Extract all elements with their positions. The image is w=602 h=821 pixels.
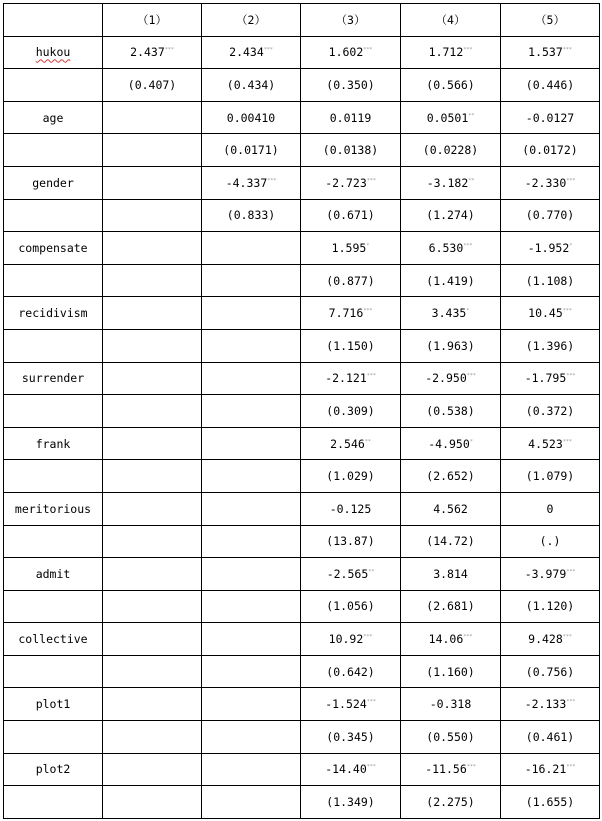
coefficient-cell	[401, 166, 501, 199]
variable-name-cell	[4, 232, 103, 265]
empty-label-cell	[4, 525, 103, 558]
coefficient-cell	[103, 101, 202, 134]
standard-error-cell: (0.538)	[401, 395, 501, 428]
significance-stars: ***	[566, 568, 576, 575]
coefficient-cell	[501, 753, 600, 786]
coefficient-value: 2.437	[130, 45, 165, 60]
standard-error-cell: (0.446)	[501, 69, 600, 102]
variable-name: recidivism	[18, 306, 88, 321]
standard-error-cell	[202, 655, 301, 688]
coefficient-cell	[501, 427, 600, 460]
standard-error-row	[4, 134, 600, 167]
significance-stars: ***	[566, 764, 576, 771]
variable-name: plot1	[35, 697, 71, 712]
variable-name-cell	[4, 623, 103, 656]
coefficient-cell	[301, 623, 401, 656]
standard-error-cell: (13.87)	[301, 525, 401, 558]
standard-error-row	[4, 525, 600, 558]
coefficient-value: 2.546	[330, 436, 365, 451]
standard-error-row	[4, 264, 600, 297]
standard-error-cell: (0.833)	[202, 199, 301, 232]
standard-error-row	[4, 786, 600, 819]
standard-error-cell: (2.275)	[401, 786, 501, 819]
significance-stars: *	[569, 242, 573, 249]
coefficient-cell	[202, 558, 301, 591]
coefficient-cell	[103, 753, 202, 786]
significance-stars: ***	[466, 373, 476, 380]
standard-error-cell: (1.029)	[301, 460, 401, 493]
coefficient-cell	[401, 232, 501, 265]
coefficient-cell	[103, 623, 202, 656]
standard-error-cell	[202, 525, 301, 558]
coefficient-value: -2.950	[425, 371, 467, 386]
standard-error-cell: (.)	[501, 525, 600, 558]
coefficient-value: -11.56	[425, 762, 467, 777]
coefficient-row	[4, 688, 600, 721]
coefficient-value: -4.950	[428, 436, 470, 451]
standard-error-cell: (0.756)	[501, 655, 600, 688]
significance-stars: ***	[566, 373, 576, 380]
coefficient-row	[4, 492, 600, 525]
significance-stars: ***	[566, 177, 576, 184]
standard-error-cell: (2.652)	[401, 460, 501, 493]
standard-error-cell: (0.0138)	[301, 134, 401, 167]
coefficient-cell	[202, 688, 301, 721]
coefficient-value: -0.0127	[525, 110, 575, 125]
standard-error-cell: (1.655)	[501, 786, 600, 819]
significance-stars: *	[466, 308, 470, 315]
significance-stars: ***	[562, 634, 572, 641]
standard-error-row	[4, 460, 600, 493]
standard-error-row	[4, 395, 600, 428]
coefficient-row	[4, 232, 600, 265]
standard-error-cell: (0.461)	[501, 721, 600, 754]
variable-name: surrender	[21, 371, 85, 386]
coefficient-value: 0.0501	[426, 110, 469, 125]
standard-error-cell: (14.72)	[401, 525, 501, 558]
coefficient-cell	[301, 492, 401, 525]
coefficient-row	[4, 558, 600, 591]
coefficient-value: -3.979	[524, 566, 567, 581]
coefficient-value: 4.523	[528, 436, 563, 451]
coefficient-cell	[103, 362, 202, 395]
coefficient-value: -4.337	[225, 175, 268, 190]
significance-stars: ***	[363, 634, 373, 641]
coefficient-value: -16.21	[524, 762, 567, 777]
variable-name-cell	[4, 36, 103, 69]
coefficient-value: 3.435	[431, 306, 467, 321]
standard-error-cell	[103, 786, 202, 819]
variable-name-cell	[4, 166, 103, 199]
significance-stars: ***	[363, 308, 373, 315]
coefficient-row	[4, 362, 600, 395]
coefficient-cell	[401, 101, 501, 134]
coefficient-value: 10.92	[328, 632, 364, 647]
standard-error-cell: (0.642)	[301, 655, 401, 688]
coefficient-cell	[301, 427, 401, 460]
coefficient-cell	[301, 297, 401, 330]
significance-stars: ***	[366, 699, 376, 706]
empty-label-cell	[4, 199, 103, 232]
standard-error-cell: (1.150)	[301, 329, 401, 362]
coefficient-cell	[103, 558, 202, 591]
coefficient-cell	[401, 753, 501, 786]
standard-error-cell: (0.877)	[301, 264, 401, 297]
coefficient-cell	[202, 623, 301, 656]
significance-stars: ***	[562, 438, 572, 445]
variable-name-cell	[4, 101, 103, 134]
coefficient-cell	[301, 232, 401, 265]
header-corner-cell	[4, 4, 103, 37]
coefficient-value: 10.45	[528, 306, 563, 321]
significance-stars: ***	[366, 764, 376, 771]
coefficient-value: -1.952	[527, 240, 570, 255]
coefficient-cell	[301, 101, 401, 134]
standard-error-cell	[202, 460, 301, 493]
coefficient-cell	[301, 753, 401, 786]
significance-stars: **	[364, 438, 371, 445]
coefficient-cell	[501, 492, 600, 525]
coefficient-cell	[401, 623, 501, 656]
empty-label-cell	[4, 264, 103, 297]
standard-error-cell	[103, 395, 202, 428]
standard-error-cell: (0.350)	[301, 69, 401, 102]
variable-name: gender	[32, 175, 74, 190]
coefficient-value: -2.330	[524, 175, 567, 190]
variable-name: collective	[18, 632, 88, 647]
coefficient-row	[4, 623, 600, 656]
empty-label-cell	[4, 590, 103, 623]
coefficient-value: -0.125	[329, 501, 372, 516]
coefficient-value: -14.40	[325, 762, 367, 777]
coefficient-cell	[103, 232, 202, 265]
standard-error-cell: (1.419)	[401, 264, 501, 297]
coefficient-value: -2.133	[524, 697, 567, 712]
standard-error-cell	[103, 525, 202, 558]
variable-name-cell	[4, 753, 103, 786]
empty-label-cell	[4, 134, 103, 167]
standard-error-cell	[103, 329, 202, 362]
coefficient-row	[4, 753, 600, 786]
variable-name: frank	[35, 436, 71, 451]
coefficient-row	[4, 166, 600, 199]
coefficient-value: 2.434	[229, 45, 264, 60]
variable-name: admit	[35, 566, 71, 581]
coefficient-value: 4.562	[433, 501, 468, 516]
variable-name-cell	[4, 688, 103, 721]
standard-error-cell	[202, 721, 301, 754]
significance-stars: *	[366, 242, 370, 249]
standard-error-row	[4, 329, 600, 362]
coefficient-value: 0.0119	[329, 110, 372, 125]
coefficient-cell	[501, 36, 600, 69]
standard-error-cell: (1.108)	[501, 264, 600, 297]
variable-name: plot2	[35, 762, 71, 777]
column-header-2: （2）	[202, 4, 301, 37]
coefficient-value: 1.595	[331, 240, 367, 255]
standard-error-cell: (0.770)	[501, 199, 600, 232]
standard-error-cell: (0.345)	[301, 721, 401, 754]
coefficient-cell	[301, 688, 401, 721]
coefficient-cell	[103, 166, 202, 199]
significance-stars: ***	[267, 177, 277, 184]
coefficient-cell	[103, 36, 202, 69]
column-header-1: （1）	[103, 4, 202, 37]
coefficient-row	[4, 297, 600, 330]
significance-stars: **	[368, 568, 375, 575]
coefficient-value: -3.182	[426, 175, 469, 190]
significance-stars: ***	[562, 308, 572, 315]
column-header-3: （3）	[301, 4, 401, 37]
standard-error-cell: (0.0172)	[501, 134, 600, 167]
significance-stars: **	[468, 177, 475, 184]
variable-name: hukou	[35, 45, 71, 60]
coefficient-cell	[501, 101, 600, 134]
significance-stars: ***	[463, 634, 473, 641]
coefficient-value: -1.795	[524, 371, 567, 386]
standard-error-cell: (0.434)	[202, 69, 301, 102]
coefficient-value: 1.537	[528, 45, 563, 60]
coefficient-value: -1.524	[325, 697, 367, 712]
standard-error-cell: (0.372)	[501, 395, 600, 428]
significance-stars: ***	[366, 373, 376, 380]
significance-stars: ***	[263, 47, 273, 54]
standard-error-cell: (0.0228)	[401, 134, 501, 167]
header-row	[4, 4, 600, 37]
variable-name: compensate	[18, 240, 88, 255]
coefficient-cell	[202, 753, 301, 786]
coefficient-cell	[202, 101, 301, 134]
coefficient-cell	[202, 492, 301, 525]
regression-table	[3, 3, 600, 819]
coefficient-row	[4, 36, 600, 69]
standard-error-cell	[103, 721, 202, 754]
coefficient-value: 3.814	[433, 566, 468, 581]
standard-error-cell: (0.566)	[401, 69, 501, 102]
coefficient-cell	[301, 558, 401, 591]
coefficient-cell	[103, 297, 202, 330]
coefficient-value: 0	[546, 501, 554, 516]
empty-label-cell	[4, 655, 103, 688]
coefficient-value: 14.06	[428, 632, 464, 647]
coefficient-cell	[202, 166, 301, 199]
standard-error-cell: (0.550)	[401, 721, 501, 754]
coefficient-cell	[501, 688, 600, 721]
standard-error-cell	[103, 134, 202, 167]
standard-error-cell	[103, 655, 202, 688]
empty-label-cell	[4, 329, 103, 362]
coefficient-cell	[501, 623, 600, 656]
standard-error-row	[4, 199, 600, 232]
standard-error-cell: (0.0171)	[202, 134, 301, 167]
standard-error-cell	[103, 460, 202, 493]
coefficient-cell	[301, 362, 401, 395]
coefficient-value: 9.428	[528, 632, 563, 647]
coefficient-cell	[501, 362, 600, 395]
coefficient-value: -2.121	[325, 371, 367, 386]
standard-error-cell	[202, 395, 301, 428]
column-header-4: （4）	[401, 4, 501, 37]
empty-label-cell	[4, 721, 103, 754]
coefficient-value: -2.565	[326, 566, 369, 581]
standard-error-cell: (1.274)	[401, 199, 501, 232]
standard-error-cell: (1.079)	[501, 460, 600, 493]
standard-error-cell: (1.056)	[301, 590, 401, 623]
coefficient-cell	[401, 362, 501, 395]
coefficient-row	[4, 101, 600, 134]
standard-error-cell	[103, 590, 202, 623]
coefficient-cell	[401, 36, 501, 69]
standard-error-cell	[202, 264, 301, 297]
standard-error-row	[4, 590, 600, 623]
empty-label-cell	[4, 786, 103, 819]
coefficient-cell	[103, 688, 202, 721]
significance-stars: ***	[463, 242, 473, 249]
coefficient-value: 0.00410	[226, 110, 276, 125]
variable-name-cell	[4, 297, 103, 330]
coefficient-row	[4, 427, 600, 460]
coefficient-cell	[202, 362, 301, 395]
coefficient-cell	[301, 166, 401, 199]
significance-stars: ***	[164, 47, 174, 54]
coefficient-cell	[501, 166, 600, 199]
coefficient-cell	[301, 36, 401, 69]
significance-stars: ***	[466, 764, 476, 771]
coefficient-cell	[401, 492, 501, 525]
empty-label-cell	[4, 69, 103, 102]
significance-stars: ***	[566, 699, 576, 706]
variable-name: meritorious	[14, 501, 92, 516]
coefficient-cell	[501, 558, 600, 591]
significance-stars: ***	[366, 177, 376, 184]
coefficient-cell	[103, 492, 202, 525]
standard-error-cell	[103, 199, 202, 232]
variable-name-cell	[4, 558, 103, 591]
empty-label-cell	[4, 460, 103, 493]
coefficient-cell	[103, 427, 202, 460]
significance-stars: ***	[463, 47, 473, 54]
coefficient-cell	[401, 558, 501, 591]
column-header-5: （5）	[501, 4, 600, 37]
coefficient-cell	[202, 427, 301, 460]
coefficient-cell	[202, 297, 301, 330]
significance-stars: ***	[562, 47, 572, 54]
standard-error-cell	[202, 786, 301, 819]
standard-error-cell	[202, 590, 301, 623]
variable-name-cell	[4, 427, 103, 460]
standard-error-cell	[103, 264, 202, 297]
standard-error-row	[4, 721, 600, 754]
standard-error-cell: (1.963)	[401, 329, 501, 362]
coefficient-cell	[501, 297, 600, 330]
coefficient-value: -2.723	[325, 175, 367, 190]
empty-label-cell	[4, 395, 103, 428]
standard-error-cell: (1.120)	[501, 590, 600, 623]
coefficient-cell	[202, 36, 301, 69]
standard-error-cell: (1.349)	[301, 786, 401, 819]
standard-error-cell: (0.407)	[103, 69, 202, 102]
coefficient-cell	[401, 427, 501, 460]
variable-name: age	[42, 110, 64, 125]
coefficient-value: 1.602	[328, 45, 364, 60]
coefficient-value: 7.716	[328, 306, 364, 321]
standard-error-row	[4, 655, 600, 688]
coefficient-value: -0.318	[429, 697, 472, 712]
standard-error-cell	[202, 329, 301, 362]
coefficient-cell	[401, 688, 501, 721]
standard-error-cell: (1.396)	[501, 329, 600, 362]
coefficient-cell	[501, 232, 600, 265]
standard-error-cell: (1.160)	[401, 655, 501, 688]
standard-error-cell: (0.671)	[301, 199, 401, 232]
significance-stars: ***	[363, 47, 373, 54]
standard-error-row	[4, 69, 600, 102]
variable-name-cell	[4, 492, 103, 525]
variable-name-cell	[4, 362, 103, 395]
significance-stars: **	[468, 112, 475, 119]
significance-stars: *	[469, 438, 473, 445]
coefficient-value: 6.530	[428, 240, 464, 255]
standard-error-cell: (0.309)	[301, 395, 401, 428]
standard-error-cell: (2.681)	[401, 590, 501, 623]
document-page	[3, 3, 600, 819]
coefficient-cell	[202, 232, 301, 265]
coefficient-value: 1.712	[428, 45, 464, 60]
coefficient-cell	[401, 297, 501, 330]
